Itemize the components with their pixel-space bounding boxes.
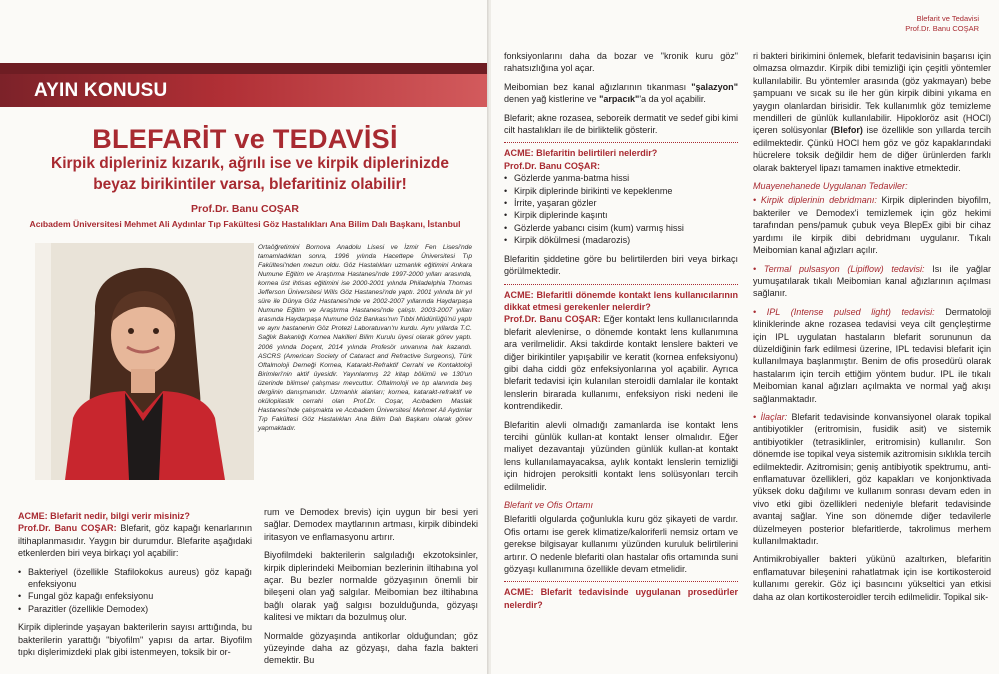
answer-1-speaker: Prof.Dr. Banu COŞAR:	[18, 523, 117, 534]
column-4	[753, 50, 991, 609]
portrait-illustration	[35, 243, 254, 480]
section-office: Blefarit ve Ofis Ortamı	[504, 500, 593, 510]
list-item: • Gözlerde yabancı cisim (kum) varmış hissi	[504, 222, 738, 234]
list-item: • Kirpik dökülmesi (madarozis)	[504, 234, 738, 246]
column-1	[18, 506, 252, 664]
treatment-text: Blefarit tedavisinde konvansiyonel olarak topikal antibiyotikler (eritromisin, fusidik asit) ve sistemik antibiyotikler (tetrasiklinler, eritromisin) kullanılır. Son dönemde ise topikal veya sistemik azitromisin sıklıkla tercih edilmektedir. Azitromisin; geniş antibiyotik spektrumu, anti-enflamatuvar özellikleri, göz kapakları ve konjonktivada yüksek doku dağılımı ve kullanım sonrası devam eden in vivo etki gibi özellikleri nedeniyle blefarit tedavisinde avantaj sağlar. Yine son dönemde diğer tedavilerle düzelmeyen posterior blefaritlerde, takrolimus merhem kullanılmaktadır.	[753, 411, 991, 547]
paragraph	[753, 50, 991, 174]
answer-1-text: Blefarit, göz kapağı kenarlarının iltihaplanmasıdır. Yaygın bir durumdur. Blefarite aşağıdaki etkenlerden biri veya birkaçı yol açabilir:	[18, 523, 252, 559]
author-bio: Ortaöğretimini Bornova Anadolu Lisesi ve İzmir Fen Lisesi'nde tamamladıktan sonra, 1996 yılında Hacettepe Üniversitesi Tıp Fakültesi'nden mezun oldu. Göz Hastalıkları uzmanlık eğitimini Ankara Numune Eğitim ve Araştırma Hastanesi'nde 1997-2000 yılları arasında, kornea üst ihtisas eğitimini ise 2000-2001 yılında Philadelphia Thomas Jefferson Üniversitesi Wills Göz Hastanesi'nde yaptı. 2001 yılında bir yıl süre ile Dünya Göz Hastanesi'nde ve 2002-2007 yıllarında Haydarpaşa Numune Eğitim ve Araştırma Hastanesi'nde çalıştı. 2003-2007 yılları arasında Haydarpaşa Numune Göz Bankası'nın Tıbbi Müdürlüğü'nü yaptı ve aynı hastanenin Göz Protezi Laboratuvarı'nı kurdu. Aynı yıllarda T.C. Sağlık Bakanlığı Kornea Nakilleri Bilim Kurulu üyesi olarak görev yaptı. 2006 yılında Doçent, 2014 yılında Profesör unvanına hak kazandı. ASCRS (American Society of Cataract and Refractive Surgeons), Türk Oftalmoloji Derneği Kornea, Katarakt-Refraktif Cerrahi ve Kontaktoloji Birimleri'nin aktif üyesidir. Yayınlanmış 22 kitap bölümü ve 130'un üzerinde bilimsel çalışması mevcuttur. Oftalmoloji ve tıp alanında beş dergiinin danışmanıdır. Uzmanlık alanları; kornea, katarakt-refraktif ve okülopilastik cerrahi olan Prof.Dr. Coşar, Acıbadem Maslak Hastanesi'nde çalışmakta ve Acıbadem Üniversitesi Mehmet Ali Aydınlar Tıp Fakültesi Göz Hastalıkları Ana Bilim Dalı Başkanı olarak görev yapmaktadır.	[258, 244, 473, 432]
treatment-label: • Termal pulsasyon (Lipiflow) tedavisi:	[753, 263, 925, 274]
treatment-drugs	[753, 411, 991, 547]
divider	[504, 142, 738, 143]
paragraph: Kirpik diplerinde yaşayan bakterilerin sayısı arttığında, bu bakterilerin yarattığı "biyofilm" yapısı da artar. Biyofilm tıpkı dişlerimizdeki plak gibi istenmeyen, toksik bir or-	[18, 622, 252, 658]
paragraph: Blefaritli olgularda çoğunlukla kuru göz şikayeti de vardır. Ofis ortamı ise gerek klimatize/kaloriferli nemsiz ortam ve gerekse bilgisayar kullanımı yüzünden kuruluk belirtilerini artırır. O nedenle blefariti olan hastalar ofis ortamında suni gözyaşı kullanımına özellikle devam etmelidir.	[504, 514, 738, 575]
list-item: • İrrite, yaşaran gözler	[504, 197, 738, 209]
right-page	[491, 0, 999, 674]
paragraph: Normalde gözyaşında antikorlar olduğundan; göz yüzeyinde daha az gözyaşı, daha fazla bakteri demektir. Bu	[264, 630, 478, 666]
header-band-top	[0, 63, 490, 74]
paragraph: Blefarit; akne rozasea, seboreik dermatit ve sedef gibi kimi cilt hastalıkları ile de birliktelik gösterir.	[504, 112, 738, 136]
paragraph: Antimikrobiyaller bakteri yükünü azaltırken, blefaritin enflamatuvar bileşenini rahatlatmak için ise kortikosteroid kullanımı gerekir. Göz içi basıncını yükseltici yan etkisi daha az olan kortikosteroidler tercih edilmelidir. Topikal sik-	[753, 554, 991, 602]
list-item: • Fungal göz kapağı enfeksiyonu	[18, 590, 252, 602]
list-item: • Kirpik diplerinde kaşıntı	[504, 209, 738, 221]
answer-3-speaker: Prof.Dr. Banu COŞAR:	[504, 314, 601, 325]
list-item: • Bakteriyel (özellikle Stafilokokus aureus) göz kapağı enfeksiyonu	[18, 566, 252, 591]
column-2	[264, 506, 478, 673]
author-affiliation: Acıbadem Üniversitesi Mehmet Ali Aydınlar Tıp Fakültesi Göz Hastalıkları Ana Bilim Dalı Başkanı, İstanbul	[29, 219, 461, 229]
text-span: denen yağ kistlerine ve	[504, 94, 600, 105]
question-4: ACME: Blefarit tedavisinde uygulanan prosedürler nelerdir?	[504, 587, 738, 610]
paragraph: fonksiyonlarını daha da bozar ve "kronik kuru göz" rahatsızlığına yol açar.	[504, 51, 738, 74]
paragraph	[504, 81, 738, 106]
treatment-label: • IPL (Intense pulsed light) tedavisi:	[753, 306, 935, 317]
paragraph: Biyofilmdeki bakterilerin salgıladığı ekzotoksinler, kirpik diplerindeki Meibomian bezlerinin iltihabına yol açar. Bu bezler normalde gözyaşının önemli bir bileşeni olan yağ salgılar. Meibomian bez iltihabına bağlı olarak yağ salgısı bozulduğunda, gözyaşı kalitesi ve miktarı da bozulmuş olur.	[264, 550, 478, 623]
answer-3	[504, 313, 738, 412]
article-subtitle: Kirpik dipleriniz kızarık, ağrılı ise ve kirpik diplerinizde beyaz birikintiler varsa, blefaritiniz olabilir!	[51, 155, 449, 193]
term-arpacik: "arpacık"	[599, 94, 640, 105]
text-span: Meibomian bez kanal ağızlarının tıkanması	[504, 81, 692, 92]
term-blefor: (Blefor)	[830, 125, 863, 136]
treatment-text: Kirpik diplerinden biyofilm, bakteriler ve Demodex'i temizlemek için göz hekimi tarafından pens/pamuk çubuk veya BlepEx gibi bir cihaz yardımı ile kirpik dibi debridmanı uygulanır. Tıkalı Meibomian kanal ağızları açılır.	[753, 195, 991, 256]
question-1: ACME: Blefarit nedir, bilgi verir misiniz?	[18, 511, 190, 521]
paragraph: rum ve Demodex brevis) için uygun bir besi yeri sağlar. Demodex maytlarının artması, kirpik dibindeki iritasyon ve enflamasyonu artırır.	[264, 507, 478, 542]
answer-3-text: Eğer kontakt lens kullanıcılarında blefarit alevlenirse, o dönemde kontakt lens kullanımına ara verilmelidir. Aksi takdirde kontakt lenslere bakteri ve diğer birikintiler yapışabilir ve keratit (kornea enfeksiyonu) gibi daha ciddi göz enfeksiyonlarına yol açabilir. Ayrıca blefarit tedavisi için kulanılan steroidli damlalar ile kontakt lenslerin birarada kullanımı, enfeksiyon riski nedeni ile kontrendikedir.	[504, 314, 738, 412]
column-3	[504, 50, 738, 611]
running-header-author: Prof.Dr. Banu COŞAR	[905, 23, 979, 33]
treatment-text: Dermatoloji kliniklerinde akne rozasea tedavisi veya cilt gençleştirme için IPL uygulatan hastaların blefarit sorununun da düzeldiğinin fark edilmesi üzerine, IPL tedavisi blefarit için kullanılmaya başlanmıştır. Benim de ofis prosedürü olarak hastalarım için tercih ettiğim yöntem budur. IPL ile tıkalı Meibomian kanal ağızları açılmakta ve normal yağ akışı sağlanmaktadır.	[753, 306, 992, 404]
left-page	[0, 0, 490, 674]
divider	[504, 284, 738, 285]
answer-1	[18, 522, 252, 559]
text-span: ise özellikle son yıllarda tercih edilmektedir. Çünkü HOCl hem göz ve göz kapaklarındaki hücrelere toksik değildir hem de diğer ürünlerden farklı olarak bakteryel lipazı tamamen inaktive etmektedir.	[753, 125, 991, 173]
list-item: • Kirpik diplerinde birikinti ve kepeklenme	[504, 185, 738, 197]
running-header	[905, 14, 979, 33]
question-3: ACME: Blefaritli dönemde kontakt lens kullanıcılarının dikkat etmesi gerekenler nelerdir?	[504, 289, 738, 312]
symptom-list	[504, 172, 738, 246]
section-clinic-treatments: Muayenehanede Uygulanan Tedaviler:	[753, 181, 908, 192]
treatment-label: • İlaçlar:	[753, 411, 788, 422]
answer-2-speaker: Prof.Dr. Banu COŞAR:	[504, 160, 601, 171]
question-2: ACME: Blefaritin belirtileri nelerdir?	[504, 148, 658, 159]
term-salazyon: "şalazyon"	[691, 81, 738, 92]
section-label: AYIN KONUSU	[34, 80, 168, 101]
running-header-title: Blefarit ve Tedavisi	[916, 14, 979, 23]
divider	[504, 581, 738, 582]
author-photo	[35, 243, 254, 480]
author-name: Prof.Dr. Banu COŞAR	[191, 203, 299, 215]
list-item: • Gözlerde yanma-batma hissi	[504, 172, 738, 184]
article-title: BLEFARİT ve TEDAVİSİ	[92, 124, 398, 154]
treatment-label: • Kirpik diplerinin debridmanı:	[753, 195, 877, 206]
treatment-text: Isı ile yağlar yumuşatılarak tıkalı Meibomian kanal ağızlarının açılması sağlanır.	[753, 263, 991, 299]
treatment-lipiflow	[753, 263, 991, 300]
list-item: • Parazitler (özellikle Demodex)	[18, 603, 252, 615]
treatment-debridman	[753, 194, 991, 256]
cause-list	[18, 566, 252, 616]
paragraph: Blefaritin şiddetine göre bu belirtilerden biri veya birkaçı görülmektedir.	[504, 253, 738, 277]
text-span: ri bakteri birikimini önlemek, blefarit tedavisinin başarısı için olmazsa olmazdır. Kirpik dibi temizliği için çeşitli yöntemler kullanılabilir. Bu yöntemler arasında (göz yakmayan) bebe şampuanı ve sıcak su ile her gün kirpik dibini yıkama en yaygın olanlardan birisidir. Tek kullanımlık göz temizleme mendilleri de günlük kullanılabilir. Hipokloröz asit (HOCl) içeren solüsyonlar	[753, 51, 991, 136]
treatment-ipl	[753, 306, 991, 405]
paragraph: Blefaritin alevli olmadığı zamanlarda ise kontakt lens tercihi günlük kullan-at kontakt lenser olmalıdır. Eğer maliyet dezavantajı yüzünden günlük kullan-at kontakt lens kullanılamayacaksa, aylık kontakt lenslerin temizliği için hidrojen peroksitli kontakt lens solüsyonları tercih edilmelidir.	[504, 419, 738, 492]
text-span: 'a da yol açabilir.	[639, 94, 706, 105]
